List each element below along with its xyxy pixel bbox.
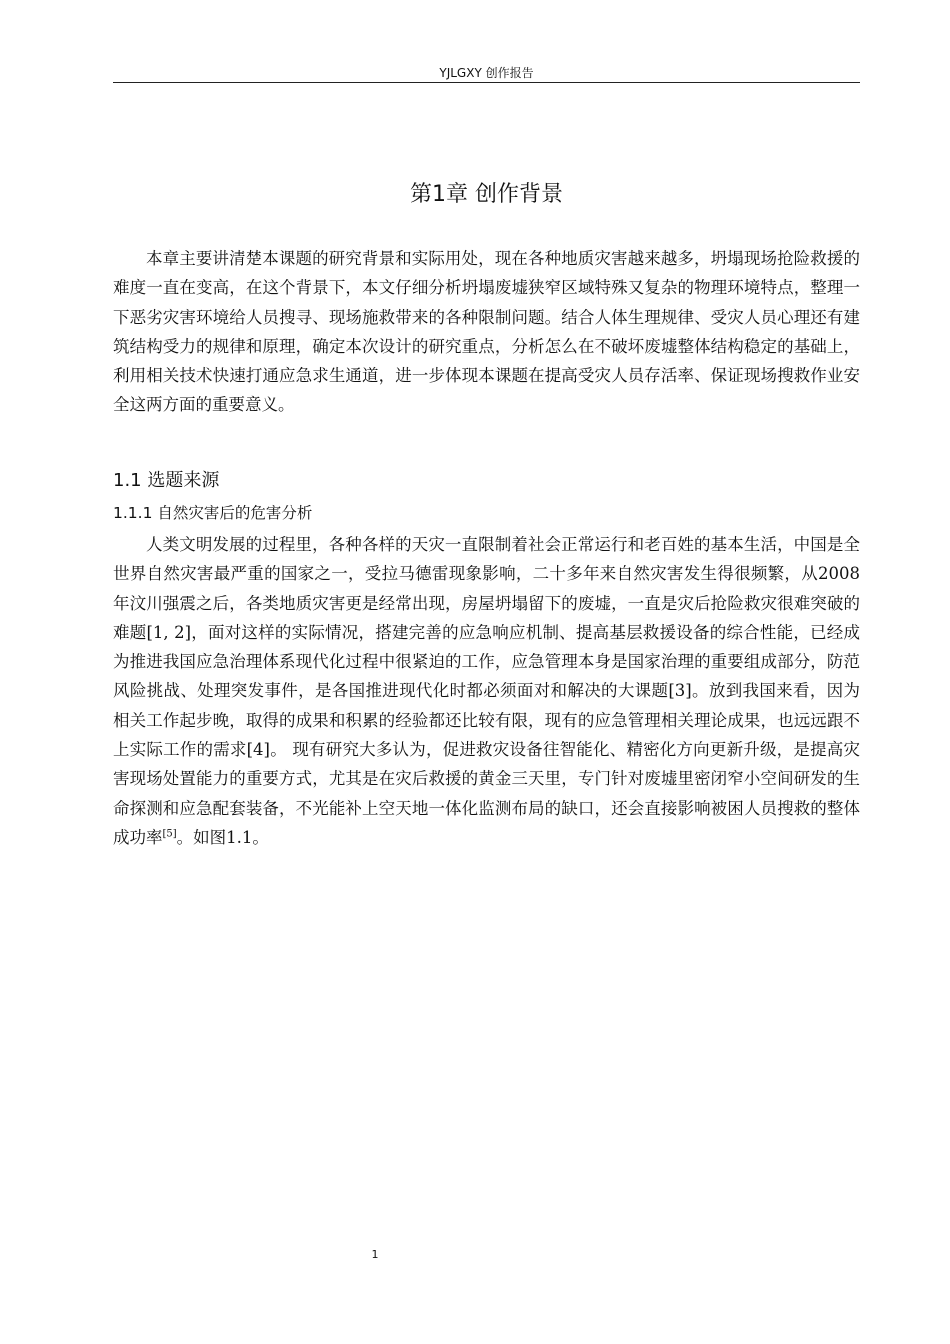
body-paragraph	[113, 530, 860, 852]
page-header	[113, 64, 860, 83]
page-number: 1	[371, 1248, 379, 1261]
body-paragraph-tail: 。如图1.1。	[176, 827, 269, 847]
body-paragraph-text: 人类文明发展的过程里，各种各样的天灾一直限制着社会正常运行和老百姓的基本生活，中国是全世界自然灾害最严重的国家之一，受拉马德雷现象影响，二十多年来自然灾害发生得很频繁，从2008年汶川强震之后，各类地质灾害更是经常出现，房屋坍塌留下的废墟，一直是灾后抢险救灾很难突破的难题[1, 2]，面对这样的实际情况，搭建完善的应急响应机制、提高基层救援设备的综合性能，已经成为推进我国应急治理体系现代化过程中很紧迫的工作，应急管理本身是国家治理的重要组成部分，防范风险挑战、处理突发事件，是各国推进现代化时都必须面对和解决的大课题[3]。放到我国来看，因为相关工作起步晚，取得的成果和积累的经验都还比较有限，现有的应急管理相关理论成果，也远远跟不上实际工作的需求[4]。 现有研究大多认为，促进救灾设备往智能化、精密化方向更新升级，是提高灾害现场处置能力的重要方式，尤其是在灾后救援的黄金三天里，专门针对废墟里密闭窄小空间研发的生命探测和应急配套装备，不光能补上空天地一体化监测布局的缺口，还会直接影响被困人员搜救的整体成功率	[113, 535, 860, 847]
header-text: YJLGXY 创作报告	[439, 66, 534, 80]
section-heading-1-1: 1.1 选题来源	[113, 470, 220, 491]
subsection-heading-1-1-1: 1.1.1 自然灾害后的危害分析	[113, 504, 313, 522]
citation-superscript: [5]	[162, 828, 177, 840]
chapter-title: 第1章 创作背景	[410, 182, 563, 207]
intro-paragraph: 本章主要讲清楚本课题的研究背景和实际用处，现在各种地质灾害越来越多，坍塌现场抢险救援的难度一直在变高，在这个背景下，本文仔细分析坍塌废墟狭窄区域特殊又复杂的物理环境特点，整理一下恶劣灾害环境给人员搜寻、现场施救带来的各种限制问题。结合人体生理规律、受灾人员心理还有建筑结构受力的规律和原理，确定本次设计的研究重点，分析怎么在不破坏废墟整体结构稳定的基础上，利用相关技术快速打通应急求生通道，进一步体现本课题在提高受灾人员存活率、保证现场搜救作业安全这两方面的重要意义。	[113, 249, 860, 415]
